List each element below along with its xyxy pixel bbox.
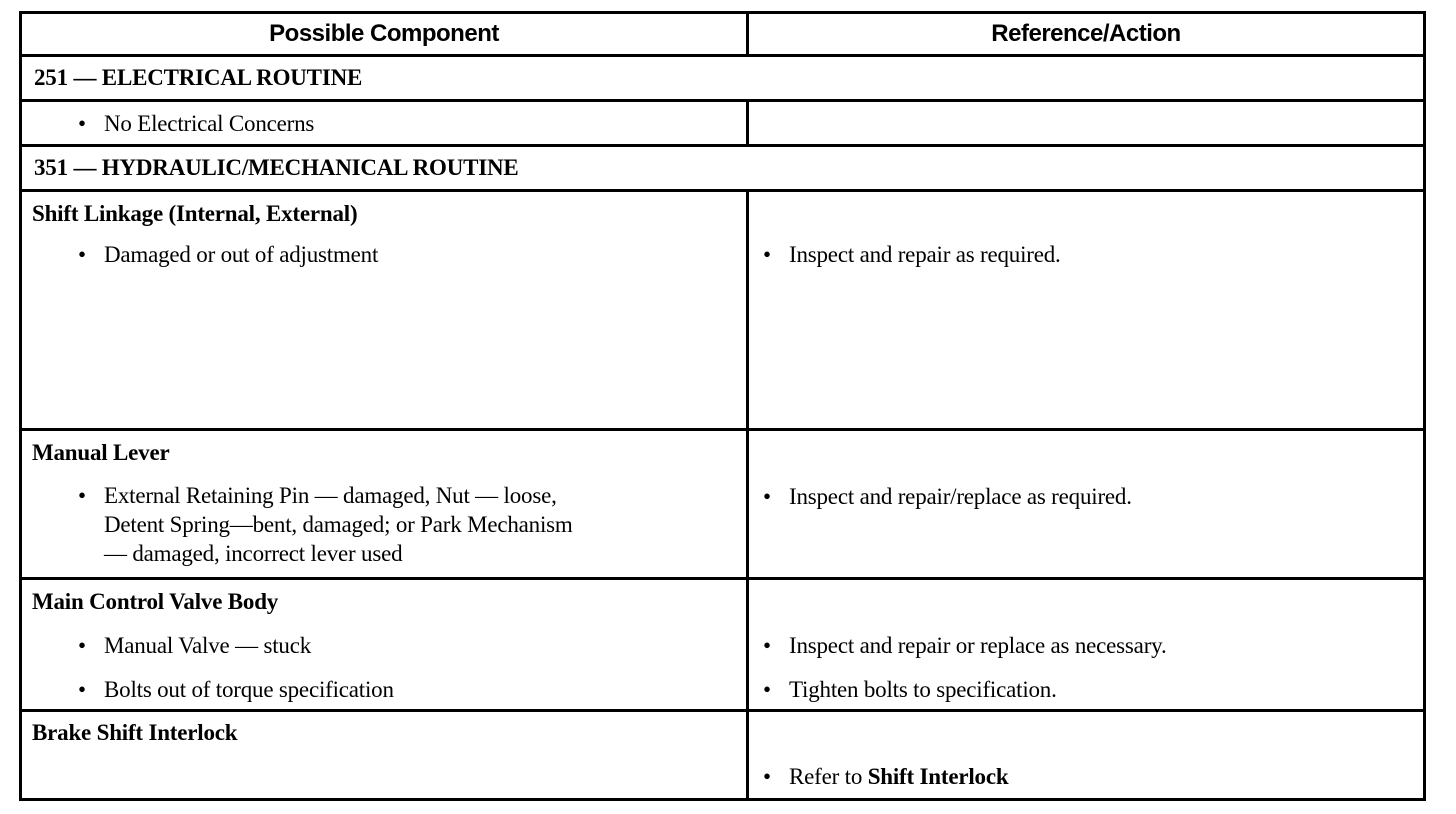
diagnosis-table xyxy=(19,11,1426,801)
action-text: Refer to xyxy=(789,764,863,789)
component-title: Main Control Valve Body xyxy=(32,589,279,614)
table-row-no-electrical xyxy=(21,101,1425,146)
list-item xyxy=(22,631,746,660)
list-item xyxy=(22,240,746,269)
action-text: Tighten bolts to specification. xyxy=(789,677,1057,702)
section-row-hydraulic xyxy=(21,146,1425,191)
bullet-icon: • xyxy=(763,242,771,267)
bullet-icon: • xyxy=(763,677,771,702)
table-row-valve-body xyxy=(21,579,1425,711)
header-row xyxy=(21,13,1425,56)
list-item xyxy=(749,482,1423,511)
bullet-icon: • xyxy=(78,483,86,508)
bullet-icon: • xyxy=(763,484,771,509)
list-item xyxy=(22,102,746,138)
cell-component xyxy=(21,101,748,146)
header-reference-action: Reference/Action xyxy=(748,13,1425,56)
list-item xyxy=(749,631,1423,660)
table-row-shift-linkage xyxy=(21,191,1425,430)
cause-text: Bolts out of torque specification xyxy=(104,677,394,702)
cause-text-line-1: External Retaining Pin — damaged, Nut — loose, xyxy=(104,483,557,508)
cause-text: No Electrical Concerns xyxy=(104,111,315,136)
cell-action xyxy=(748,430,1425,579)
cell-action xyxy=(748,579,1425,711)
section-row-electrical xyxy=(21,56,1425,101)
component-title: Manual Lever xyxy=(32,440,170,465)
cell-action xyxy=(748,711,1425,800)
section-title-hydraulic: 351 — HYDRAULIC/MECHANICAL ROUTINE xyxy=(21,146,1425,191)
bullet-icon: • xyxy=(78,111,86,136)
cell-component xyxy=(21,191,748,430)
bullet-icon: • xyxy=(78,677,86,702)
header-possible-component: Possible Component xyxy=(21,13,748,56)
bullet-icon: • xyxy=(763,633,771,658)
cell-component xyxy=(21,711,748,800)
component-title: Brake Shift Interlock xyxy=(32,720,238,745)
list-item xyxy=(749,675,1423,704)
bullet-icon: • xyxy=(763,764,771,789)
bullet-icon: • xyxy=(78,633,86,658)
action-text: Inspect and repair/replace as required. xyxy=(789,484,1132,509)
cell-component xyxy=(21,430,748,579)
cause-text-line-2: Detent Spring—bent, damaged; or Park Mechanism xyxy=(104,512,573,537)
list-item xyxy=(749,762,1423,791)
cause-text: Damaged or out of adjustment xyxy=(104,242,379,267)
cause-text: Manual Valve — stuck xyxy=(104,633,312,658)
table-row-manual-lever xyxy=(21,430,1425,579)
table-row-interlock xyxy=(21,711,1425,800)
list-item xyxy=(22,675,746,704)
list-item xyxy=(749,240,1423,269)
component-title: Shift Linkage (Internal, External) xyxy=(32,201,358,226)
cell-action xyxy=(748,101,1425,146)
action-text: Inspect and repair as required. xyxy=(789,242,1061,267)
section-title-electrical: 251 — ELECTRICAL ROUTINE xyxy=(21,56,1425,101)
cause-text-line-3: — damaged, incorrect lever used xyxy=(104,541,403,566)
cell-component xyxy=(21,579,748,711)
bullet-icon: • xyxy=(78,242,86,267)
list-item xyxy=(22,481,746,568)
cell-action xyxy=(748,191,1425,430)
reference-link-shift-interlock: Shift Interlock xyxy=(867,764,1009,789)
action-text: Inspect and repair or replace as necessary. xyxy=(789,633,1167,658)
